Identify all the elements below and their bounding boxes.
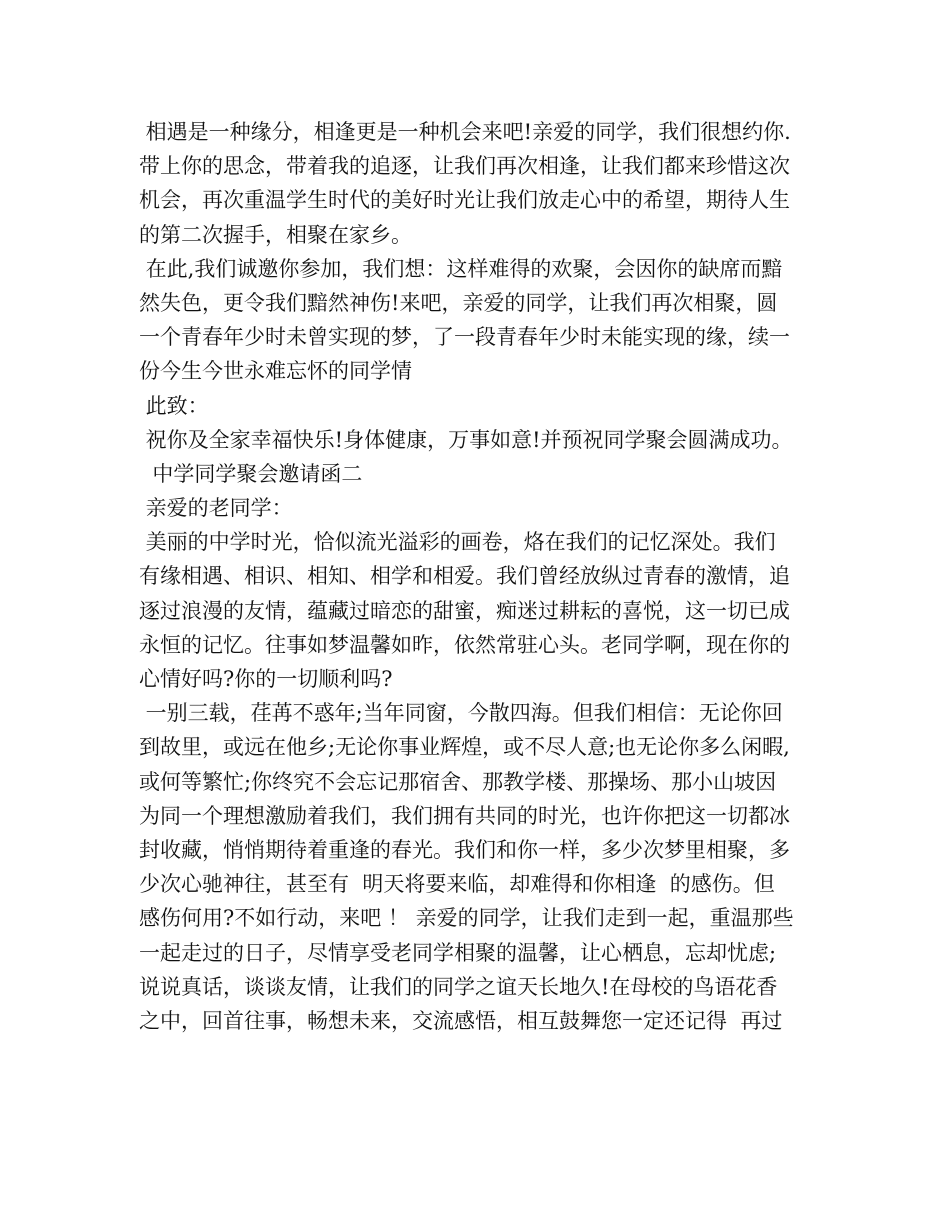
section-heading: 中学同学聚会邀请函二 <box>139 461 363 486</box>
text-line: 有缘相遇、相识、相知、相学和相爱。我们曾经放纵过青春的激情，追 <box>139 564 790 589</box>
text-line: 机会，再次重温学生时代的美好时光让我们放走心中的希望，期待人生 <box>139 188 790 213</box>
text-line: 少次心驰神往，甚至有 明天将要来临，却难得和你相逢 的感伤。但 <box>139 872 775 897</box>
text-line: 永恒的记忆。往事如梦温馨如昨，依然常驻心头。老同学啊，现在你的 <box>139 632 790 657</box>
text-line: 封收藏，悄悄期待着重逢的春光。我们和你一样，多少次梦里相聚，多 <box>139 837 790 862</box>
text-line: 份今生今世永难忘怀的同学情 <box>139 359 412 384</box>
text-line: 一起走过的日子，尽情享受老同学相聚的温馨，让心栖息，忘却忧虑; <box>139 940 777 965</box>
closing-salutation: 此致： <box>139 393 209 418</box>
text-line: 在此,我们诚邀你参加，我们想：这样难得的欢聚，会因你的缺席而黯 <box>139 256 783 281</box>
text-line: 心情好吗?你的一切顺利吗? <box>139 667 393 691</box>
text-line: 带上你的思念，带着我的追逐，让我们再次相逢，让我们都来珍惜这次 <box>139 154 790 179</box>
text-line: 感伤何用?不如行动，来吧 ！ 亲爱的同学，让我们走到一起，重温那些 <box>139 906 794 931</box>
text-line: 祝你及全家幸福快乐!身体健康，万事如意!并预祝同学聚会圆满成功。 <box>139 427 793 452</box>
letter-body <box>139 115 829 1038</box>
text-line: 的第二次握手，相聚在家乡。 <box>139 222 412 247</box>
text-line: 为同一个理想激励着我们，我们拥有共同的时光，也许你把这一切都冰 <box>139 803 790 828</box>
text-line: 美丽的中学时光，恰似流光溢彩的画卷，烙在我们的记忆深处。我们 <box>139 530 776 555</box>
text-line: 或何等繁忙;你终究不会忘记那宿舍、那教学楼、那操场、那小山坡因 <box>139 769 777 794</box>
text-line: 一个青春年少时未曾实现的梦，了一段青春年少时未能实现的缘，续一 <box>139 325 790 350</box>
text-line: 逐过浪漫的友情，蕴藏过暗恋的甜蜜，痴迷过耕耘的喜悦，这一切已成 <box>139 598 790 623</box>
greeting: 亲爱的老同学： <box>139 496 293 521</box>
text-line: 一别三载，荏苒不惑年;当年同窗，今散四海。但我们相信：无论你回 <box>139 701 783 726</box>
text-line: 到故里，或远在他乡;无论你事业辉煌，或不尽人意;也无论你多么闲暇, <box>139 735 790 760</box>
text-line: 然失色，更令我们黯然神伤!来吧，亲爱的同学，让我们再次相聚，圆 <box>139 290 778 315</box>
text-line: 相遇是一种缘分，相逢更是一种机会来吧!亲爱的同学，我们很想约你. <box>139 120 791 144</box>
text-line: 说说真话，谈谈友情，让我们的同学之谊天长地久!在母校的鸟语花香 <box>139 974 778 999</box>
text-line: 之中，回首往事，畅想未来，交流感悟，相互鼓舞您一定还记得 再过 <box>139 1008 783 1033</box>
